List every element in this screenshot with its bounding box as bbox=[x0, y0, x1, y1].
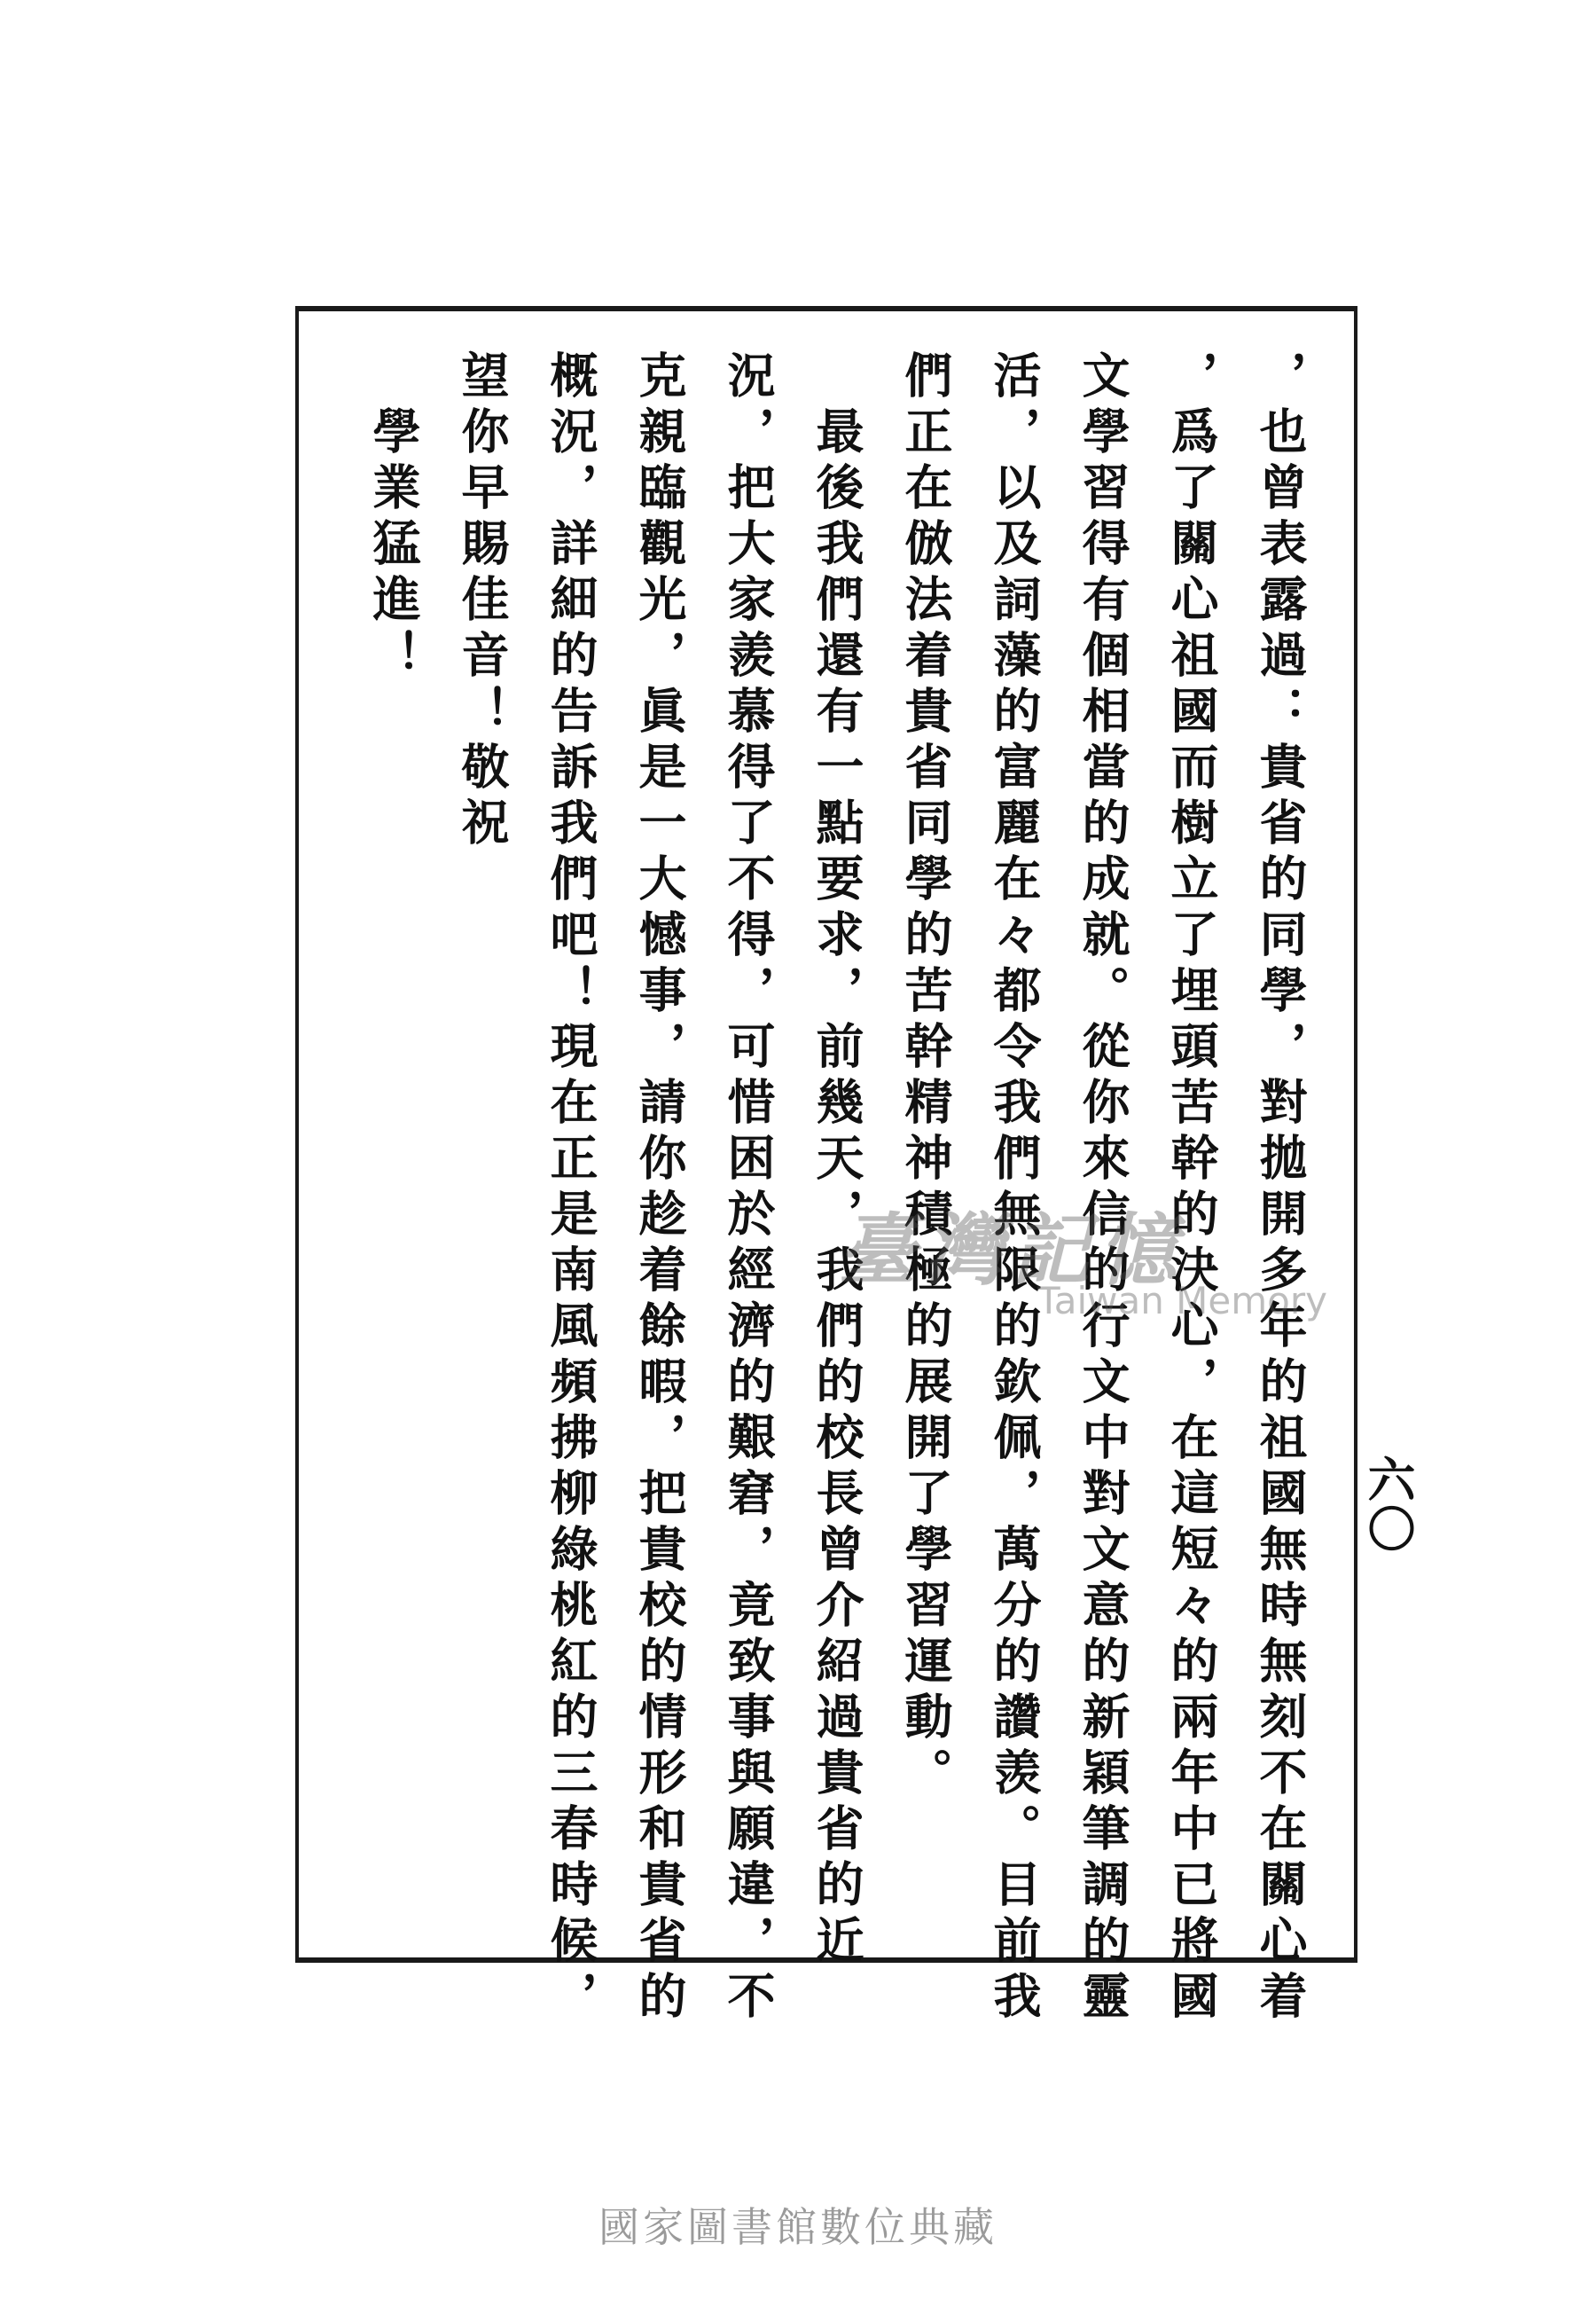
text-column-2: ，爲了關心祖國而樹立了埋頭苦幹的決心，在這短々的兩年中已將國 bbox=[1163, 350, 1220, 2027]
watermark-script: 臺灣記憶 bbox=[838, 1204, 1186, 1296]
text-column-5: 們正在倣法着貴省同學的苦幹精神積極的展開了學習運動。 bbox=[897, 350, 954, 1803]
text-column-9: 概況，詳細的告訴我們吧！現在正是南風頻拂柳綠桃紅的三春時候， bbox=[543, 350, 599, 2027]
footer-caption: 國家圖書館數位典藏 bbox=[598, 2203, 998, 2251]
watermark-latin: Taiwan Memory bbox=[1037, 1279, 1327, 1322]
text-column-3: 文學習得有個相當的成就。從你來信的行文中對文意的新穎筆調的靈 bbox=[1075, 350, 1131, 2027]
text-column-8: 克親臨觀光，眞是一大憾事，請你趁着餘暇，把貴校的情形和貴省的 bbox=[631, 350, 688, 2027]
text-column-6: 最後我們還有一點要求，前幾天，我們的校長曾介紹過貴省的近 bbox=[809, 350, 865, 1971]
text-column-11: 學業猛進！ bbox=[365, 350, 422, 686]
text-column-7: 況，把大家羨慕得了不得，可惜困於經濟的艱窘，竟致事與願違，不 bbox=[720, 350, 777, 2027]
page-number: 六〇 bbox=[1360, 1455, 1417, 1554]
text-column-1: ，也曾表露過：貴省的同學，對拋開多年的祖國無時無刻不在關心着 bbox=[1252, 350, 1309, 2027]
vertical-text-body bbox=[322, 350, 1309, 2027]
text-column-4: 活，以及詞藻的富麗在々都令我們無限的欽佩，萬分的讚羡。目前我 bbox=[986, 350, 1043, 2027]
watermark-logo bbox=[838, 1188, 1327, 1322]
text-column-10: 望你早賜佳音！敬祝 bbox=[454, 350, 511, 853]
